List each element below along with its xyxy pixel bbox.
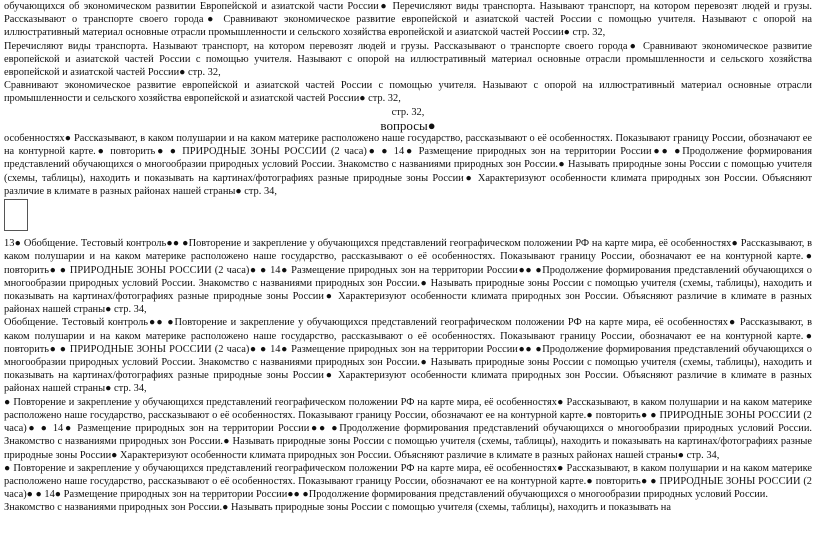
paragraph-7: ● Повторение и закрепление у обучающихся представлений географическом положении РФ на карте мира, её особенностях● Рассказывают, в каком полушарии и на каком материке расположено наше государство, рассказывают о её особенностях. Показывают границу России, обозначают ее на контурной карте.● повторить● ● ПРИРОДНЫЕ ЗОНЫ РОССИИ (2 часа)● ● 14● Размещение природных зон на территории России●● ●Продолжение формирования представлений обучающихся о многообразии природных условий России. Знакомство с названиями природных зон России.● Называть природные зоны России с помощью учителя (схемы, таблицы), находить и показывать на картинах/фотографиях разные природные зоны России● Характеризуют особенности климата природных зон России. Объясняют различие в климате в разных районах нашей страны● стр. 34, [4,396,812,461]
questions-heading: вопросы● [380,117,436,133]
paragraph-5: 13● Обобщение. Тестовый контроль●● ●Повторение и закрепление у обучающихся представлений географическом положении РФ на карте мира, её особенностях● Рассказывают, в каком полушарии и на каком материке расположено наше государство, рассказывают о её особенностях. Показывают границу России, обозначают ее на контурной карте.● повторить● ● ПРИРОДНЫЕ ЗОНЫ РОССИИ (2 часа)● ● 14● Размещение природных зон на территории России●● ●Продолжение формирования представлений обучающихся о многообразии природных условий России. Знакомство с названиями природных зон России.● Называть природные зоны России с помощью учителя (схемы, таблицы), находить и показывать на картинах/фотографиях разные природные зоны России● Характеризуют особенности климата природных зон России. Объясняют различие в климате в разных районах нашей страны● стр. 34, [4,238,812,316]
paragraph-6: Обобщение. Тестовый контроль●● ●Повторение и закрепление у обучающихся представлений географическом положении РФ на карте мира, её особенностях● Рассказывают, в каком полушарии и на каком материке расположено наше государство, рассказывают о её особенностях. Показывают границу России, обозначают ее на контурной карте.● повторить● ● ПРИРОДНЫЕ ЗОНЫ РОССИИ (2 часа)● ● 14● Размещение природных зон на территории России●● ●Продолжение формирования представлений обучающихся о многообразии природных условий России. Знакомство с названиями природных зон России.● Называть природные зоны России с помощью учителя (схемы, таблицы), находить и показывать на картинах/фотографиях разные природные зоны России● Характеризуют особенности климата природных зон России. Объясняют различие в климате в разных районах нашей страны● стр. 34, [4,317,812,395]
paragraph-4: особенностях● Рассказывают, в каком полушарии и на каком материке расположено наше государство, рассказывают о её особенностях. Показывают границу России, обозначают ее на контурной карте.● повторить● ● ПРИРОДНЫЕ ЗОНЫ РОССИИ (2 часа)● ● 14● Размещение природных зон на территории России●● ●Продолжение формирования представлений обучающихся о многообразии природных условий России. Знакомство с названиями природных зон России.● Называть природные зоны России с помощью учителя (схемы, таблицы), находить и показывать на картинах/фотографиях разные природные зоны России● Характеризуют особенности климата природных зон России. Объясняют различие в климате в разных районах нашей страны● стр. 34, [4,133,812,197]
paragraph-9: Знакомство с названиями природных зон России.● Называть природные зоны России с помощью учителя (схемы, таблицы), находить и показывать на [4,502,671,514]
paragraph-1: обучающихся об экономическом развитии Европейской и азиатской части России● Перечисляют виды транспорта. Называют транспорт, на котором перевозят людей и грузы. Рассказывают о транспорте своего города● Сравнивают экономическое развитие европейской и азиатской частей России с помощью учителя. Называют с опорой на иллюстративный материал основные отрасли промышленности и сельского хозяйства европейской и азиатской частей России● стр. 32, [4,1,812,39]
paragraph-3: Сравнивают экономическое развитие европейской и азиатской частей России с помощью учителя. Называют с опорой на иллюстративный материал основные отрасли промышленности и сельского хозяйства европейской и азиатской частей России● стр. 32, [4,80,812,105]
page-ref: стр. 32, [391,106,425,118]
empty-box [4,199,28,231]
paragraph-2: Перечисляют виды транспорта. Называют транспорт, на котором перевозят людей и грузы. Рассказывают о транспорте своего города● Сравнивают экономическое развитие европейской и азиатской частей России с помощью учителя. Называют с опорой на иллюстративный материал основные отрасли промышленности и сельского хозяйства европейской и азиатской частей России● стр. 32, [4,40,812,79]
paragraph-8: ● Повторение и закрепление у обучающихся представлений географическом положении РФ на карте мира, её особенностях● Рассказывают, в каком полушарии и на каком материке расположено наше государство, рассказывают о её особенностях. Показывают границу России, обозначают ее на контурной карте.● повторить● ● ПРИРОДНЫЕ ЗОНЫ РОССИИ (2 часа)● ● 14● Размещение природных зон на территории России●● ●Продолжение формирования представлений обучающихся о многообразии природных условий России. [4,462,812,501]
